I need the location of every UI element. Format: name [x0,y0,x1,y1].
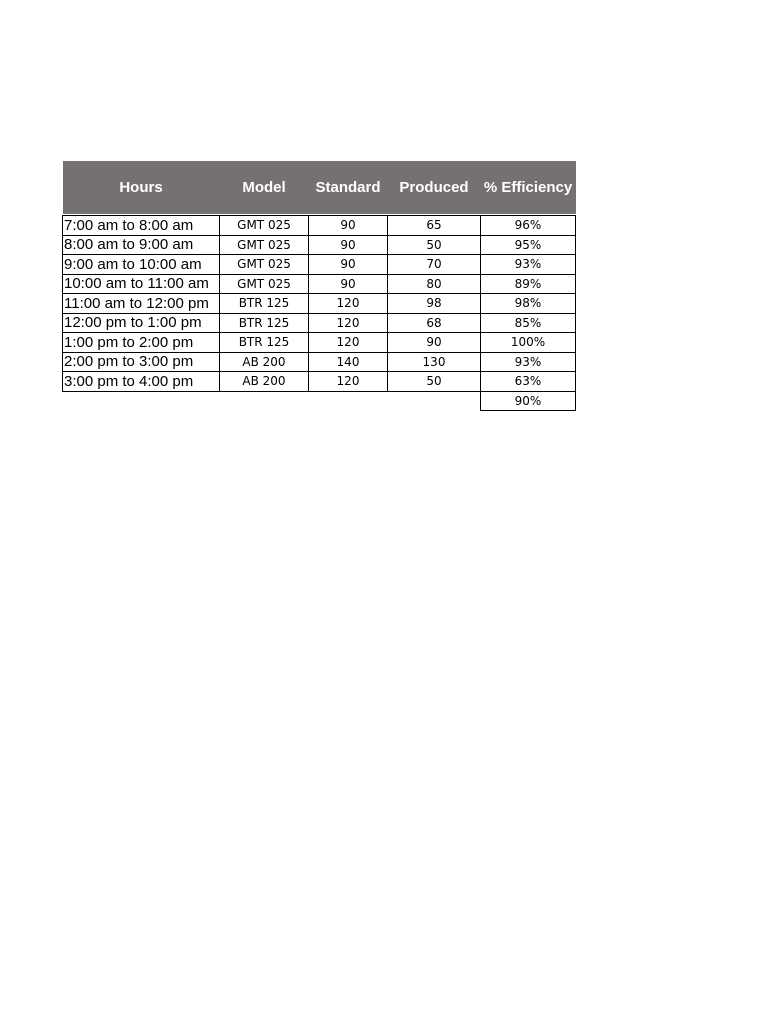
table-row [63,235,576,255]
table-row [63,313,576,333]
model-cell[interactable]: GMT 025 [220,255,309,275]
table-row [63,372,576,392]
efficiency-cell[interactable]: 63% [481,372,576,392]
standard-cell[interactable]: 90 [309,274,388,294]
standard-cell[interactable]: 90 [309,235,388,255]
header-hours: Hours [63,161,220,214]
efficiency-cell[interactable]: 98% [481,294,576,314]
hours-cell[interactable]: 3:00 pm to 4:00 pm [63,372,220,392]
hours-cell[interactable]: 1:00 pm to 2:00 pm [63,333,220,353]
hours-cell[interactable]: 2:00 pm to 3:00 pm [63,352,220,372]
model-cell[interactable]: AB 200 [220,372,309,392]
efficiency-cell[interactable]: 93% [481,352,576,372]
model-cell[interactable]: GMT 025 [220,274,309,294]
total-efficiency-cell[interactable]: 90% [481,391,576,411]
efficiency-cell[interactable]: 85% [481,313,576,333]
produced-cell[interactable]: 130 [388,352,481,372]
produced-cell[interactable]: 68 [388,313,481,333]
efficiency-cell[interactable]: 96% [481,216,576,236]
produced-cell[interactable]: 80 [388,274,481,294]
produced-cell[interactable]: 50 [388,372,481,392]
standard-cell[interactable]: 120 [309,313,388,333]
produced-cell[interactable]: 98 [388,294,481,314]
model-cell[interactable]: BTR 125 [220,333,309,353]
table-row [63,216,576,236]
produced-cell[interactable]: 70 [388,255,481,275]
empty-cell [63,391,220,411]
header-produced: Produced [388,161,481,214]
hours-cell[interactable]: 8:00 am to 9:00 am [63,235,220,255]
hours-cell[interactable]: 10:00 am to 11:00 am [63,274,220,294]
standard-cell[interactable]: 90 [309,255,388,275]
hours-cell[interactable]: 9:00 am to 10:00 am [63,255,220,275]
total-row [63,391,576,411]
table-row [63,255,576,275]
produced-cell[interactable]: 65 [388,216,481,236]
table-row [63,352,576,372]
produced-cell[interactable]: 90 [388,333,481,353]
empty-cell [220,391,309,411]
table-row [63,333,576,353]
table-row [63,294,576,314]
model-cell[interactable]: BTR 125 [220,294,309,314]
efficiency-table [62,161,576,411]
efficiency-cell[interactable]: 93% [481,255,576,275]
efficiency-cell[interactable]: 100% [481,333,576,353]
header-standard: Standard [309,161,388,214]
header-row [63,161,576,214]
hours-cell[interactable]: 11:00 am to 12:00 pm [63,294,220,314]
header-efficiency: % Efficiency [481,161,576,214]
empty-cell [388,391,481,411]
header-model: Model [220,161,309,214]
model-cell[interactable]: BTR 125 [220,313,309,333]
model-cell[interactable]: GMT 025 [220,216,309,236]
standard-cell[interactable]: 120 [309,372,388,392]
efficiency-cell[interactable]: 89% [481,274,576,294]
standard-cell[interactable]: 90 [309,216,388,236]
efficiency-sheet [62,161,576,411]
hours-cell[interactable]: 12:00 pm to 1:00 pm [63,313,220,333]
model-cell[interactable]: AB 200 [220,352,309,372]
standard-cell[interactable]: 120 [309,294,388,314]
hours-cell[interactable]: 7:00 am to 8:00 am [63,216,220,236]
table-row [63,274,576,294]
model-cell[interactable]: GMT 025 [220,235,309,255]
produced-cell[interactable]: 50 [388,235,481,255]
empty-cell [309,391,388,411]
standard-cell[interactable]: 140 [309,352,388,372]
efficiency-cell[interactable]: 95% [481,235,576,255]
standard-cell[interactable]: 120 [309,333,388,353]
